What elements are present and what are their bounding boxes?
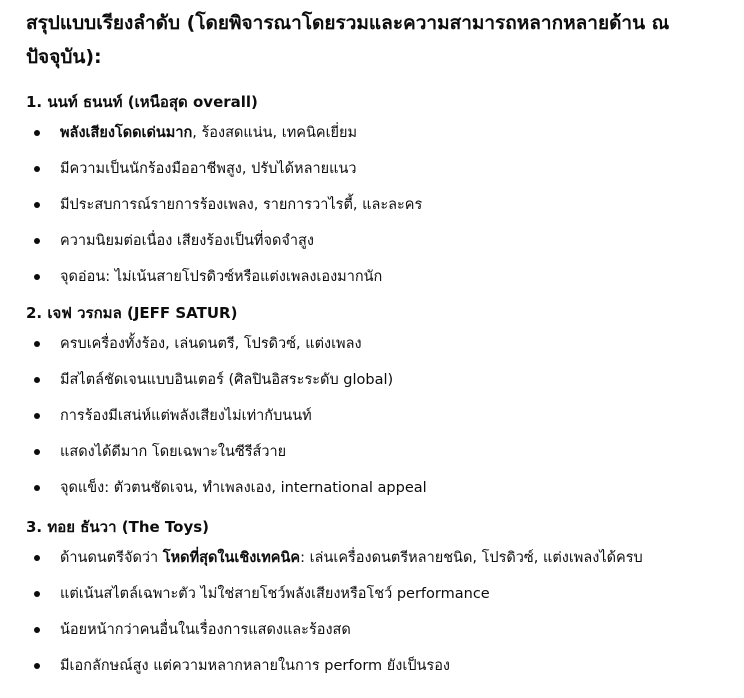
bullet-icon (34, 449, 40, 455)
item-text: แต่เน้นสไตล์เฉพาะตัว ไม่ใช่สายโชว์พลังเสียงหรือโชว์ performance (60, 586, 490, 602)
item-text: มีเอกลักษณ์สูง แต่ความหลากหลายในการ perform ยังเป็นรอง (60, 658, 451, 674)
bullet-icon (34, 166, 40, 172)
bullet-icon (34, 663, 40, 669)
bullet-icon (34, 591, 40, 597)
item-text: การร้องมีเสน่ห์แต่พลังเสียงไม่เท่ากับนนท์ (60, 408, 312, 424)
bullet-icon (34, 413, 40, 419)
item-text: ด้านดนตรีจัดว่า (60, 550, 163, 566)
item-text: น้อยหน้ากว่าคนอื่นในเรื่องการแสดงและร้องสด (60, 622, 351, 638)
document (26, 0, 738, 691)
item-text: แสดงได้ดีมาก โดยเฉพาะในซีรีส์วาย (60, 444, 287, 460)
list-item (26, 405, 738, 441)
section-1-list (26, 122, 738, 302)
bullet-icon (34, 627, 40, 633)
bullet-icon (34, 130, 40, 136)
bullet-icon (34, 341, 40, 347)
list-item (26, 655, 738, 691)
item-text: จุดแข็ง: ตัวตนชัดเจน, ทำเพลงเอง, international appeal (60, 480, 427, 496)
list-item (26, 158, 738, 194)
list-item (26, 477, 738, 513)
list-item (26, 230, 738, 266)
item-text: มีประสบการณ์รายการร้องเพลง, รายการวาไรตี้, และละคร (60, 197, 423, 213)
list-item (26, 369, 738, 405)
bullet-icon (34, 274, 40, 280)
item-bold-text: พลังเสียงโดดเด่นมาก (60, 125, 193, 141)
item-text-continued: : เล่นเครื่องดนตรีหลายชนิด, โปรดิวซ์, แต่งเพลงได้ครบ (300, 550, 643, 566)
list-item (26, 583, 738, 619)
section-2-list (26, 333, 738, 513)
section-heading-2: 2. เจฟ วรกมล (JEFF SATUR) (26, 304, 238, 322)
item-bold-text: โหดที่สุดในเชิงเทคนิค (162, 550, 301, 566)
item-text: ครบเครื่องทั้งร้อง, เล่นดนตรี, โปรดิวซ์, แต่งเพลง (60, 336, 362, 352)
list-item (26, 194, 738, 230)
bullet-icon (34, 377, 40, 383)
bullet-icon (34, 202, 40, 208)
summary-title: สรุปแบบเรียงลำดับ (โดยพิจารณาโดยรวมและความสามารถหลากหลายด้าน ณ ปัจจุบัน): (26, 12, 670, 68)
bullet-icon (34, 555, 40, 561)
list-item (26, 547, 738, 583)
bullet-icon (34, 238, 40, 244)
item-text: , ร้องสดแน่น, เทคนิคเยี่ยม (192, 125, 358, 141)
bullet-icon (34, 485, 40, 491)
item-text: มีสไตล์ชัดเจนแบบอินเตอร์ (ศิลปินอิสระระดับ global) (60, 372, 394, 388)
section-3-list (26, 547, 738, 691)
section-heading-3: 3. ทอย ธันวา (The Toys) (26, 518, 210, 536)
item-text: จุดอ่อน: ไม่เน้นสายโปรดิวซ์หรือแต่งเพลงเองมากนัก (60, 269, 383, 285)
list-item (26, 441, 738, 477)
item-text: มีความเป็นนักร้องมืออาชีพสูง, ปรับได้หลายแนว (60, 161, 357, 177)
list-item (26, 266, 738, 302)
list-item (26, 122, 738, 158)
list-item (26, 619, 738, 655)
item-text: ความนิยมต่อเนื่อง เสียงร้องเป็นที่จดจำสูง (60, 233, 314, 249)
list-item (26, 333, 738, 369)
section-heading-1: 1. นนท์ ธนนท์ (เหนือสุด overall) (26, 93, 258, 111)
